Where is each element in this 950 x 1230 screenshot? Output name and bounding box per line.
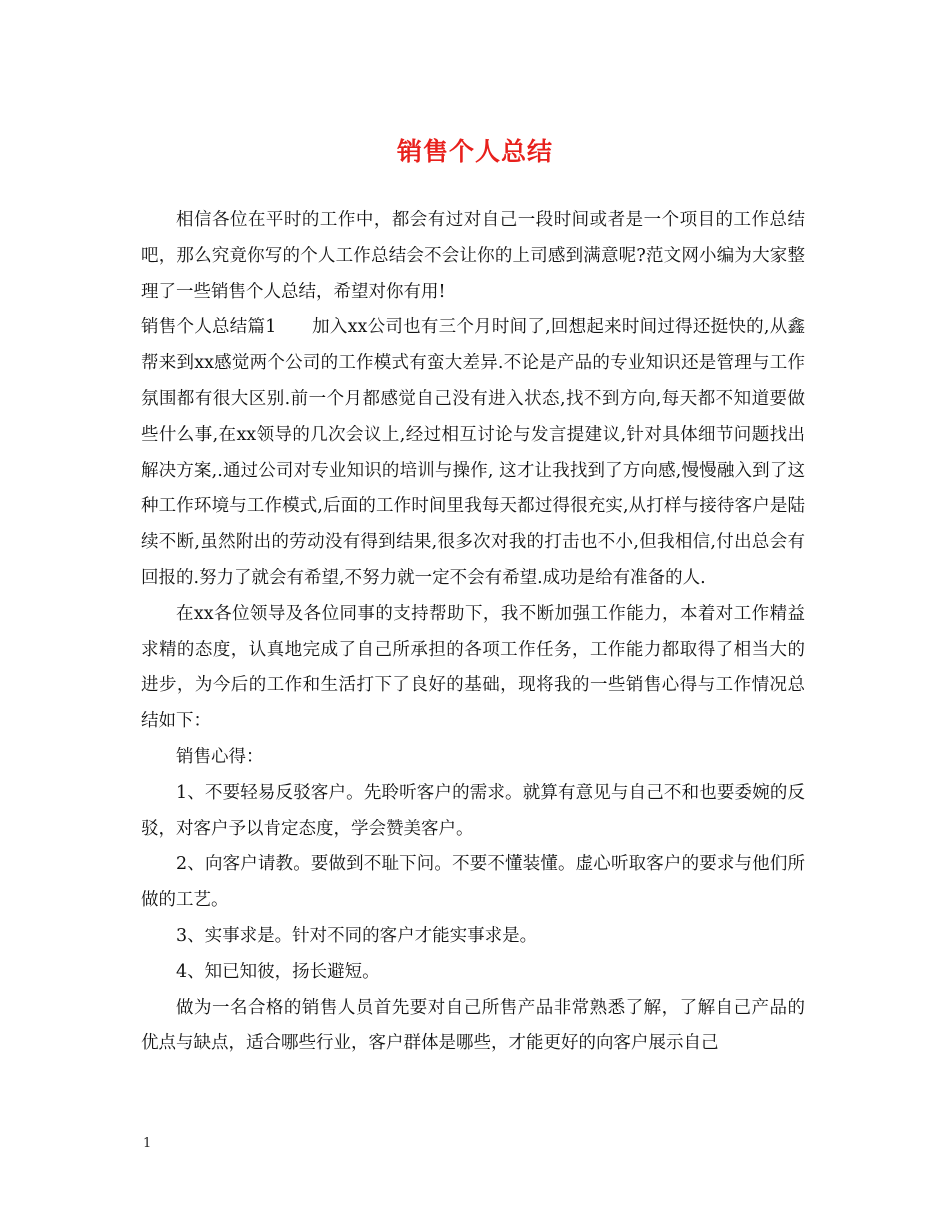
summary-paragraph-2: 在xx各位领导及各位同事的支持帮助下，我不断加强工作能力，本着对工作精益求精的态度，认真地完成了自己所承担的各项工作任务，工作能力都取得了相当大的进步，为今后的工作和生活打下了良好的基础，现将我的一些销售心得与工作情况总结如下： <box>141 603 805 732</box>
page-number: 1 <box>143 1136 152 1151</box>
summary-paragraph-1: 销售个人总结篇1 加入xx公司也有三个月时间了,回想起来时间过得还挺快的,从鑫帮来到xx感觉两个公司的工作模式有蛮大差异.不论是产品的专业知识还是管理与工作氛围都有很大区别.前一个月都感觉自己没有进入状态,找不到方向,每天都不知道要做些什么事,在xx领导的几次会议上,经过相互讨论与发言提建议,针对具体细节问题找出解决方案,.通过公司对专业知识的培训与操作, 这才让我找到了方向感,慢慢融入到了这种工作环境与工作模式,后面的工作时间里我每天都过得很充实,从打样与接待客户是陆续不断,虽然附出的劳动没有得到结果,很多次对我的打击也不小,但我相信,付出总会有回报的.努力了就会有希望,不努力就一定不会有希望.成功是给有准备的人. <box>141 317 805 588</box>
intro-paragraph: 相信各位在平时的工作中，都会有过对自己一段时间或者是一个项目的工作总结吧，那么究竟你写的个人工作总结会不会让你的上司感到满意呢?范文网小编为大家整理了一些销售个人总结，希望对你有用! <box>141 210 805 302</box>
insight-item-3: 3、实事求是。针对不同的客户才能实事求是。 <box>176 925 538 946</box>
insight-item-2: 2、向客户请教。要做到不耻下问。不要不懂装懂。虚心听取客户的要求与他们所做的工艺。 <box>141 854 805 911</box>
insight-item-1: 1、不要轻易反驳客户。先聆听客户的需求。就算有意见与自己不和也要委婉的反驳，对客户予以肯定态度，学会赞美客户。 <box>141 782 805 839</box>
sales-insights-heading: 销售心得： <box>176 746 264 767</box>
closing-paragraph: 做为一名合格的销售人员首先要对自己所售产品非常熟悉了解，了解自己产品的优点与缺点，适合哪些行业，客户群体是哪些，才能更好的向客户展示自己 <box>141 997 805 1054</box>
document-title: 销售个人总结 <box>396 137 553 166</box>
document-body <box>141 203 805 1062</box>
insight-item-4: 4、知已知彼，扬长避短。 <box>176 961 380 982</box>
